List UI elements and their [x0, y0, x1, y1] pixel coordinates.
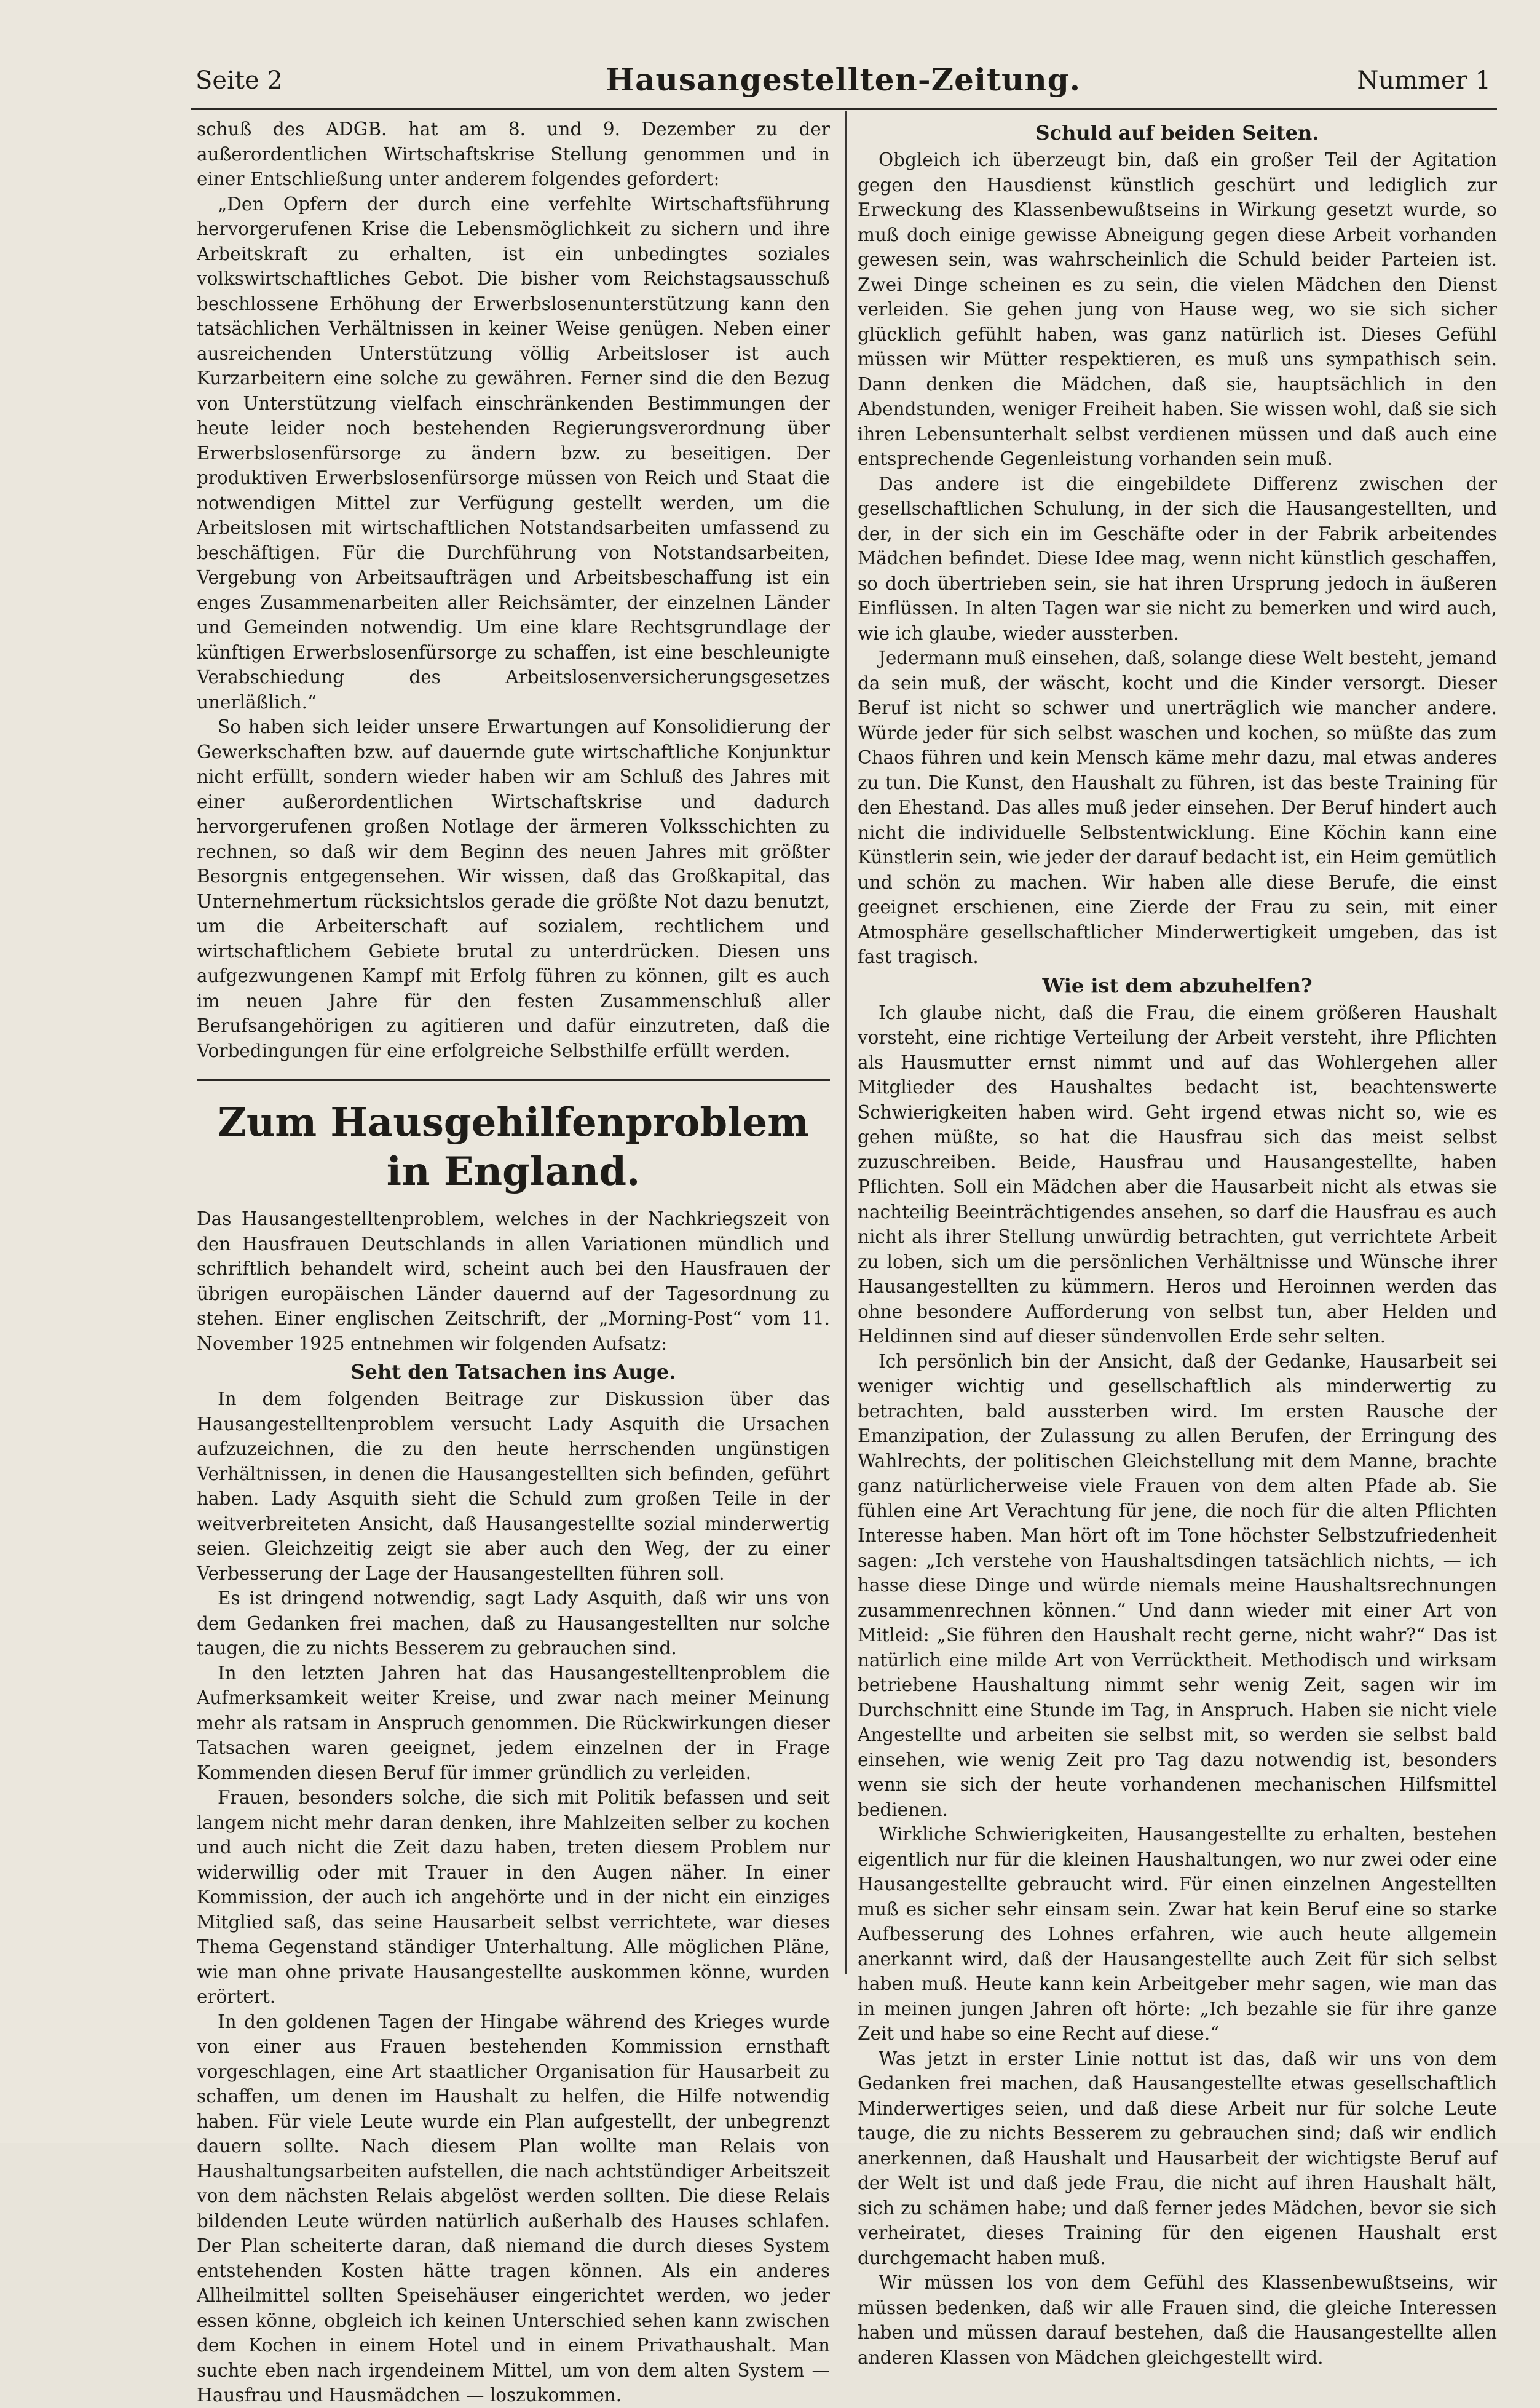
header-rule — [191, 108, 1497, 110]
newspaper-title: Hausangestellten-Zeitung. — [605, 61, 1081, 98]
article-paragraph: Es ist dringend notwendig, sagt Lady Asquith, daß wir uns von dem Gedanken frei machen, daß zu Hausangestellten nur solche taugen, die zu nichts Besserem zu gebrauchen sind. — [197, 1588, 830, 1658]
body-paragraph: So haben sich leider unsere Erwartungen auf Konsolidierung der Gewerkschaften bzw. auf dauernde gute wirtschaftliche Konjunktur nicht erfüllt, sondern wieder haben wir am Schluß des Jahres mit einer außerordentlichen Wirtschaftskrise und dadurch hervorgerufenen großen Notlage der ärmeren Volksschichten zu rechnen, so daß wir dem Beginn des neuen Jahres mit größter Besorgnis entgegensehen. Wir wissen, daß das Großkapital, das Unternehmertum rücksichtslos gerade die größte Not dazu benutzt, um die Arbeiterschaft auf sozialem, rechtlichem und wirtschaftlichem Gebiete brutal zu unterdrücken. Diesen uns aufgezwungenen Kampf mit Erfolg führen zu können, gilt es auch im neuen Jahre für den festen Zusammenschluß aller Berufsangehörigen zu agitieren und dafür einzutreten, daß die Vorbedingungen für eine erfolgreiche Selbsthilfe erfüllt werden. — [197, 716, 830, 1061]
running-head — [195, 61, 1491, 105]
article-paragraph: In den letzten Jahren hat das Hausangestelltenproblem die Aufmerksamkeit weiter Kreise, und zwar nach meiner Meinung mehr als ratsam in Anspruch genommen. Die Rückwirkungen dieser Tatsachen waren geeignet, jedem einzelnen der in Frage Kommenden diesen Beruf für immer gründlich zu verleiden. — [197, 1662, 830, 1783]
article-paragraph: In den goldenen Tagen der Hingabe während des Krieges wurde von einer aus Frauen bestehenden Kommission ernsthaft vorgeschlagen, eine Art staatlicher Organisation für Hausarbeit zu schaffen, um denen im Haushalt zu helfen, die Hilfe notwendig haben. Für viele Leute wurde ein Plan aufgestellt, der unbegrenzt dauern sollte. Nach diesem Plan wollte man Relais von Haushaltungsarbeiten aufstellen, die nach achtstündiger Arbeitszeit von dem nächsten Relais abgelöst werden sollten. Die diese Relais bildenden Leute würden natürlich außerhalb des Hauses schlafen. Der Plan scheiterte daran, daß niemand die durch dieses System entstehenden Kosten hätte tragen können. Als ein anderes Allheilmittel sollten Speisehäuser eingerichtet werden, wo jeder essen könne, obgleich ich keinen Unterschied sehen kann zwischen dem Kochen in einem Hotel und in einem Privathaushalt. Man suchte eben nach irgendeinem Mittel, um von dem alten System — Hausfrau und Hausmädchen — loszukommen. — [197, 2011, 830, 2406]
section-paragraph: Obgleich ich überzeugt bin, daß ein großer Teil der Agitation gegen den Hausdienst künstlich geschürt und lediglich zur Erweckung des Klassenbewußtseins in Wirkung gesetzt wurde, so muß doch einige gewisse Abneigung gegen diese Arbeit vorhanden gewesen sein, was wahrscheinlich die Schuld beider Parteien ist. Zwei Dinge scheinen es zu sein, die vielen Mädchen den Dienst verleiden. Sie gehen jung von Hause weg, wo sie sich sicher glücklich gefühlt haben, was ganz natürlich ist. Dieses Gefühl müssen wir Mütter respektieren, es muß uns sympathisch sein. Dann denken die Mädchen, daß sie, hauptsächlich in den Abendstunden, weniger Freiheit haben. Sie wissen wohl, daß sie sich ihren Lebensunterhalt selbst verdienen müssen und daß auch eine entsprechende Gegenleistung vorhanden sein muß. — [858, 149, 1497, 469]
section-paragraph: Ich persönlich bin der Ansicht, daß der Gedanke, Hausarbeit sei weniger wichtig und gesellschaftlich als minderwertig zu betrachten, bald aussterben wird. Im ersten Rausche der Emanzipation, der Zulassung zu allen Berufen, der Erringung des Wahlrechts, der politischen Gleichstellung mit dem Manne, brachte ganz natürlicherweise viele Frauen von dem alten Pfade ab. Sie fühlen eine Art Verachtung für jene, die noch für die alten Pflichten Interesse haben. Man hört oft im Tone höchster Selbstzufriedenheit sagen: „Ich verstehe von Haushaltsdingen tatsächlich nichts, — ich hasse diese Dinge und würde niemals meine Haushaltsrechnungen zusammenrechnen können.“ Und dann wieder mit einer Art von Mitleid: „Sie führen den Haushalt recht gerne, nicht wahr?“ Das ist natürlich eine milde Art von Verrücktheit. Methodisch und wirksam betriebene Haushaltung nimmt sehr wenig Zeit, sagen wir im Durchschnitt eine Stunde im Tag, in Anspruch. Haben sie nicht viele Angestellte und arbeiten sie selbst mit, so werden sie selbst bald einsehen, wie wenig Zeit pro Tag dazu notwendig ist, besonders wenn sie sich der heute vorhandenen mechanischen Hilfsmittel bedienen. — [858, 1350, 1497, 1820]
page-number: Seite 2 — [195, 66, 283, 95]
section-paragraph: Ich glaube nicht, daß die Frau, die einem größeren Haushalt vorsteht, eine richtige Verteilung der Arbeit versteht, ihre Pflichten als Hausmutter ernst nimmt und auf das Wohlergehen aller Mitglieder des Haushaltes bedacht ist, beachtenswerte Schwierigkeiten haben wird. Geht irgend etwas nicht so, wie es gehen müßte, so hat die Hausfrau sich das meist selbst zuzuschreiben. Beide, Hausfrau und Hausangestellte, haben Pflichten. Soll ein Mädchen aber die Hausarbeit nicht als etwas sie nachteilig Beeinträchtigendes ansehen, so darf die Hausfrau es auch nicht als ihrer Stellung unwürdig betrachten, gut verrichtete Arbeit zu loben, sich um die persönlichen Verhältnisse und Wünsche ihrer Hausangestellten zu kümmern. Heros und Heroinnen werden das ohne besondere Aufforderung von selbst tun, aber Helden und Heldinnen sind auf dieser sündenvollen Erde sehr selten. — [858, 1002, 1497, 1347]
resolution-quote: „Den Opfern der durch eine verfehlte Wirtschaftsführung hervorgerufenen Krise die Lebensmöglichkeit zu sichern und ihre Arbeitskraft zu erhalten, ist ein unbedingtes soziales volkswirtschaftliches Gebot. Die bisher vom Reichstagsausschuß beschlossene Erhöhung der Erwerbslosenunterstützung kann den tatsächlichen Verhältnissen in keiner Weise genügen. Neben einer ausreichenden Unterstützung völlig Arbeitsloser ist auch Kurzarbeitern eine solche zu gewähren. Ferner sind die den Bezug von Unterstützung vielfach einschränkenden Bestimmungen der heute leider noch bestehenden Regierungsverordnung über Erwerbslosenfürsorge zu ändern bzw. zu beseitigen. Der produktiven Erwerbslosenfürsorge müssen von Reich und Staat die notwendigen Mittel zur Verfügung gestellt werden, um die Arbeitslosen mit wirtschaftlichen Notstandsarbeiten umfassend zu beschäftigen. Für die Durchführung von Notstandsarbeiten, Vergebung von Arbeitsaufträgen und Arbeitsbeschaffung ist ein enges Zusammenarbeiten aller Reichsämter, der einzelnen Länder und Gemeinden notwendig. Um eine klare Rechtsgrundlage der künftigen Erwerbslosenfürsorge zu schaffen, ist eine beschleunigte Verabschiedung des Arbeitslosenversicherungsgesetzes unerläßlich.“ — [197, 193, 830, 713]
section-paragraph: Jedermann muß einsehen, daß, solange diese Welt besteht, jemand da sein muß, der wäscht, kocht und die Kinder versorgt. Dieser Beruf ist nicht so schwer und unerträglich wie mancher andere. Würde jeder für sich selbst waschen und kochen, so müßte das zum Chaos führen und kein Mensch käme mehr dazu, mal etwas anderes zu tun. Die Kunst, den Haushalt zu führen, ist das beste Training für den Ehestand. Das alles muß jeder einsehen. Der Beruf hindert auch nicht die individuelle Selbstentwicklung. Eine Köchin kann eine Künstlerin sein, wie jeder der darauf bedacht ist, ein Heim gemütlich und schön zu machen. Wir haben alle diese Berufe, die einst geeignet erschienen, eine Zierde der Frau zu sein, mit einer Atmosphäre gesellschaftlicher Minderwertigkeit umgeben, das ist fast tragisch. — [858, 648, 1497, 967]
article-separator — [197, 1079, 830, 1081]
section-paragraph: Wirkliche Schwierigkeiten, Hausangestellte zu erhalten, bestehen eigentlich nur für die kleinen Haushaltungen, wo nur zwei oder eine Hausangestellte gebraucht wird. Für einen einzelnen Angestellten muß es sicher sehr einsam sein. Zwar hat kein Beruf eine so starke Aufbesserung des Lohnes erfahren, wie auch heute allgemein anerkannt wird, daß der Hausangestellte auch Zeit für sich selbst haben muß. Heute kann kein Arbeitgeber mehr sagen, wie man das in meinen jungen Jahren oft hörte: „Ich bezahle sie für ihre ganze Zeit und habe so eine Recht auf diese.“ — [858, 1824, 1497, 2044]
article-title: Zum Hausgehilfenproblem in England. — [218, 1099, 809, 1195]
article-paragraph: In dem folgenden Beitrage zur Diskussion über das Hausangestelltenproblem versucht Lady Asquith die Ursachen aufzuzeichnen, die zu den heute herrschenden ungünstigen Verhältnissen, in denen die Hausangestellten sich befinden, geführt haben. Lady Asquith sieht die Schuld zum großen Teile in der weitverbreiteten Ansicht, daß Hausangestellte sozial minderwertig seien. Gleichzeitig zeigt sie aber auch den Weg, der zu einer Verbesserung der Lage der Hausangestellten führen soll. — [197, 1388, 830, 1584]
section-paragraph: Wir müssen los von dem Gefühl des Klassenbewußtseins, wir müssen bedenken, daß wir alle Frauen sind, die gleiche Interessen haben und müssen darauf bestehen, daß die Hausangestellte allen anderen Klassen von Mädchen gleichgestellt wird. — [858, 2272, 1497, 2368]
section-heading: Wie ist dem abzuhelfen? — [1042, 973, 1313, 997]
continued-paragraph: schuß des ADGB. hat am 8. und 9. Dezember zu der außerordentlichen Wirtschaftskrise Stellung genommen und in einer Entschließung unter anderem folgendes gefordert: — [197, 119, 830, 189]
article-subheading: Seht den Tatsachen ins Auge. — [350, 1360, 676, 1384]
column-divider — [845, 111, 847, 1974]
section-paragraph: Was jetzt in erster Linie nottut ist das, daß wir uns von dem Gedanken frei machen, daß Hausangestellte etwas gesellschaftlich Minderwertiges seien, und daß diese Arbeit nur für solche Leute tauge, die zu nichts Besserem zu gebrauchen sind; daß wir endlich anerkennen, daß Haushalt und Hausarbeit der wichtigste Beruf auf der Welt ist und daß jede Frau, die nicht auf ihren Haushalt hält, sich zu schämen habe; und daß ferner jedes Mädchen, bevor sie sich verheiratet, dieses Training für den eigenen Haushalt erst durchgemacht haben muß. — [858, 2048, 1497, 2268]
section-paragraph: Das andere ist die eingebildete Differenz zwischen der gesellschaftlichen Schulung, in der sich die Hausangestellten, und der, in der sich ein im Geschäfte oder in der Fabrik arbeitendes Mädchen befindet. Diese Idee mag, wenn nicht künstlich geschaffen, so doch übertrieben sein, sie hat ihren Ursprung jedoch in äußeren Einflüssen. In alten Tagen war sie nicht zu bemerken und wird auch, wie ich glaube, wieder aussterben. — [858, 473, 1497, 644]
issue-number: Nummer 1 — [1357, 66, 1491, 95]
article-paragraph: Frauen, besonders solche, die sich mit Politik befassen und seit langem nicht mehr daran denken, ihre Mahlzeiten selber zu kochen und auch nicht die Zeit dazu haben, treten diesem Problem nur widerwillig oder mit Trauer in den Augen näher. In einer Kommission, der auch ich angehörte und in der nicht ein einziges Mitglied saß, das seine Hausarbeit selbst verrichtete, war dieses Thema Gegenstand ständiger Unterhaltung. Alle möglichen Pläne, wie man ohne private Hausangestellte auskommen könne, wurden erörtert. — [197, 1787, 830, 2007]
left-column — [197, 117, 830, 2408]
right-column — [858, 117, 1497, 2370]
section-heading: Schuld auf beiden Seiten. — [1035, 121, 1319, 145]
article-intro: Das Hausangestelltenproblem, welches in der Nachkriegszeit von den Hausfrauen Deutschlands in allen Variationen mündlich und schriftlich behandelt wird, scheint auch bei den Hausfrauen der übrigen europäischen Länder dauernd auf der Tagesordnung zu stehen. Einer englischen Zeitschrift, der „Morning-Post“ vom 11. November 1925 entnehmen wir folgenden Aufsatz: — [197, 1208, 830, 1354]
